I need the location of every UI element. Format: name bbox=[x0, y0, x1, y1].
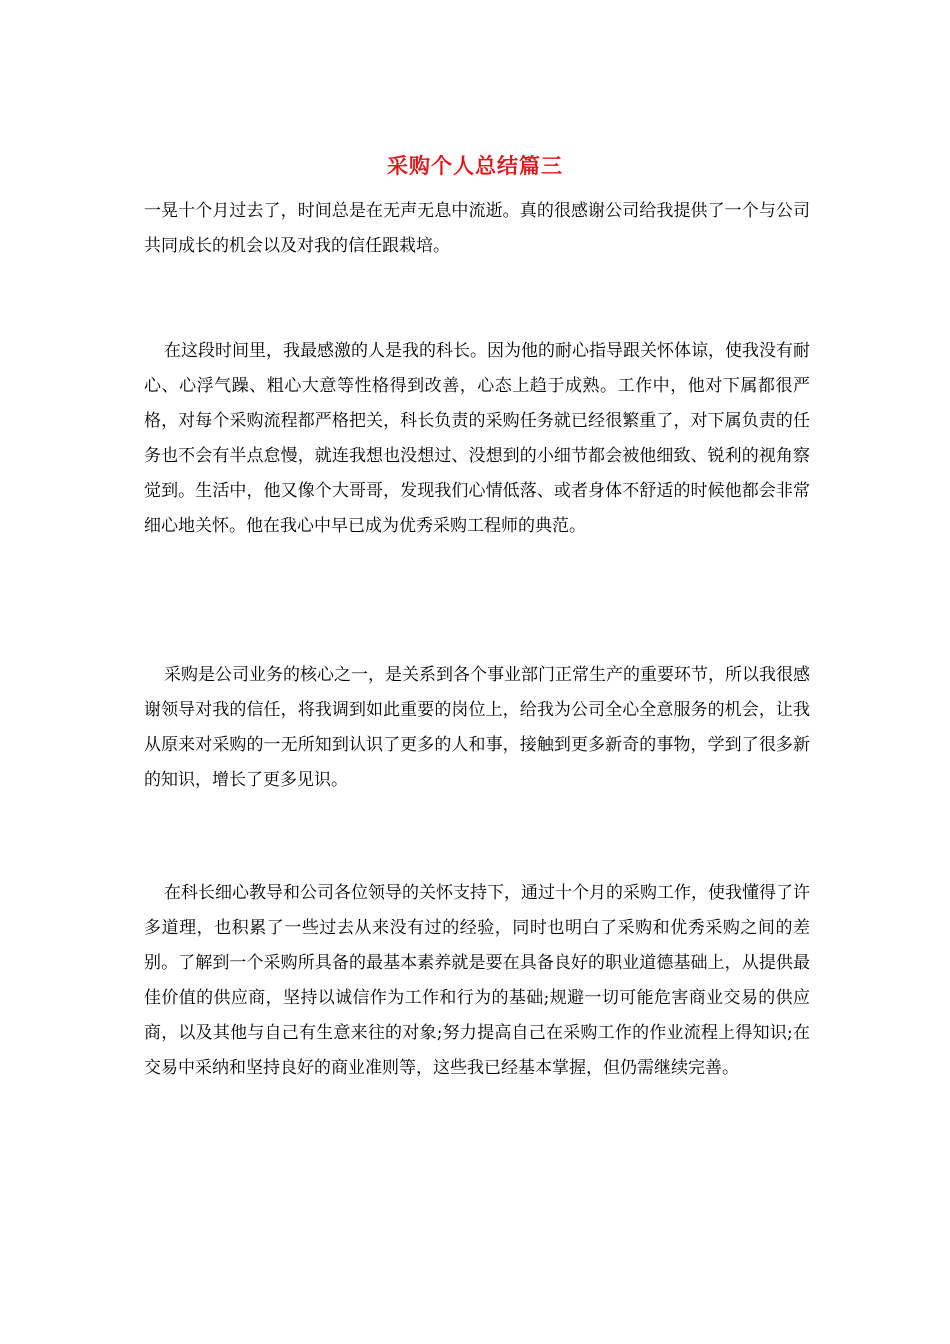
document-title: 采购个人总结篇三 bbox=[387, 153, 563, 178]
paragraph-2: 在这段时间里，我最感激的人是我的科长。因为他的耐心指导跟关怀体谅，使我没有耐心、心浮气躁、粗心大意等性格得到改善，心态上趋于成熟。工作中，他对下属都很严格，对每个采购流程都严格把关，科长负责的采购任务就已经很繁重了，对下属负责的任务也不会有半点怠慢，就连我想也没想过、没想到的小细节都会被他细致、锐利的视角察觉到。生活中，他又像个大哥哥，发现我们心情低落、或者身体不舒适的时候他都会非常细心地关怀。他在我心中早已成为优秀采购工程师的典范。 bbox=[144, 341, 810, 536]
paragraph-3: 采购是公司业务的核心之一，是关系到各个事业部门正常生产的重要环节，所以我很感谢领导对我的信任，将我调到如此重要的岗位上，给我为公司全心全意服务的机会，让我从原来对采购的一无所知到认识了更多的人和事，接触到更多新奇的事物，学到了很多新的知识，增长了更多见识。 bbox=[144, 665, 810, 790]
paragraph-4: 在科长细心教导和公司各位领导的关怀支持下，通过十个月的采购工作，使我懂得了许多道理，也积累了一些过去从来没有过的经验，同时也明白了采购和优秀采购之间的差别。了解到一个采购所具备的最基本素养就是要在具备良好的职业道德基础上，从提供最佳价值的供应商，坚持以诚信作为工作和行为的基础;规避一切可能危害商业交易的供应商，以及其他与自己有生意来往的对象;努力提高自己在采购工作的作业流程上得知识;在交易中采纳和坚持良好的商业准则等，这些我已经基本掌握，但仍需继续完善。 bbox=[144, 883, 810, 1078]
paragraph-1: 一晃十个月过去了，时间总是在无声无息中流逝。真的很感谢公司给我提供了一个与公司共同成长的机会以及对我的信任跟栽培。 bbox=[144, 201, 810, 256]
